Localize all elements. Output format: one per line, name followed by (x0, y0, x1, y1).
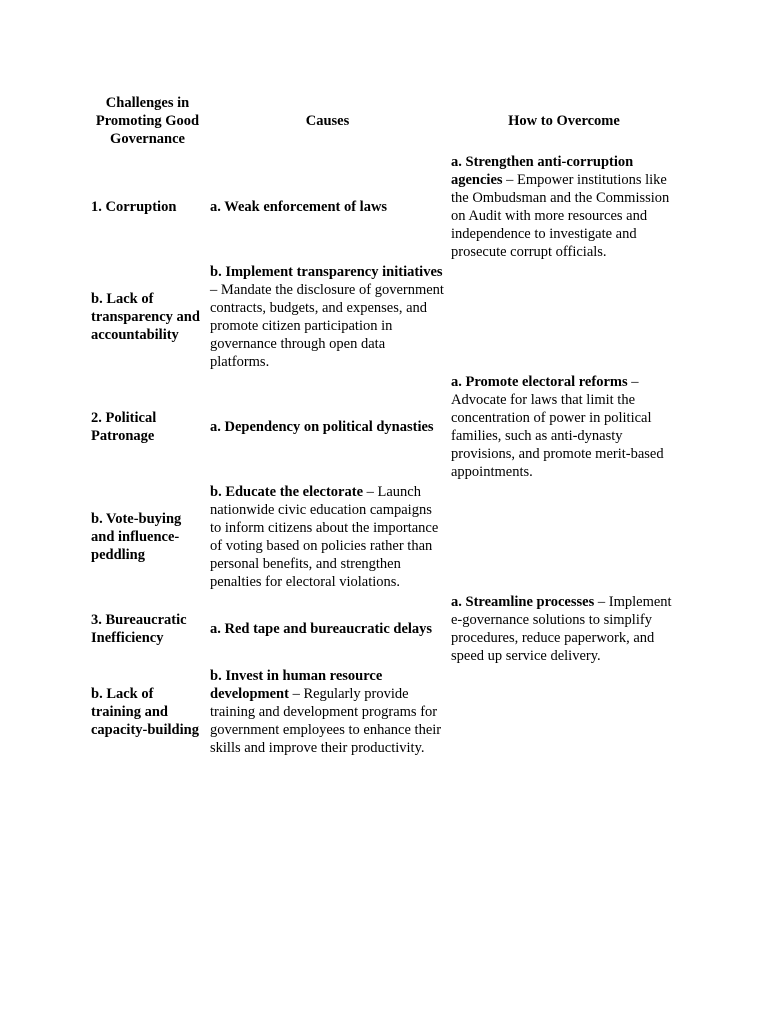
overcome-cell (448, 666, 680, 758)
cause-cell (207, 372, 448, 482)
overcome-text: – Empower institutions like the Ombudsman and the Commission on Audit with more resources and independence to investigate and prosecute corrupt officials. (451, 172, 670, 260)
header-challenges: Challenges in Promoting Good Governance (95, 95, 200, 147)
challenge-cell: b. Vote-buying and influence-peddling (91, 511, 182, 563)
overcome-bold: a. Streamline processes (451, 594, 595, 610)
overcome-cell (448, 262, 680, 372)
cause-text: – Launch nationwide civic education campaigns to inform citizens about the importance of voting based on policies rather than personal benefits, and strengthen penalties for electoral violations. (210, 484, 439, 590)
table-row (88, 262, 680, 372)
table-row (88, 482, 680, 592)
cause-cell (207, 592, 448, 666)
challenge-cell: 3. Bureaucratic Inefficiency (91, 612, 187, 646)
overcome-text: – Advocate for laws that limit the concentration of power in political families, such as anti-dynasty provisions, and promote merit-based appointments. (451, 374, 664, 480)
table-row (88, 592, 680, 666)
cause-bold: b. Educate the electorate (210, 484, 364, 500)
cause-bold: b. Invest in human resource development (210, 668, 383, 702)
table-header-row (88, 93, 680, 152)
cause-text: – Regularly provide training and development programs for government employees to enhance their skills and improve their productivity. (210, 686, 442, 756)
header-causes: Causes (305, 113, 350, 129)
cause-bold: b. Implement transparency initiatives (210, 264, 443, 280)
overcome-cell (448, 592, 680, 666)
cause-bold: a. Dependency on political dynasties (210, 419, 434, 435)
cause-bold: a. Weak enforcement of laws (210, 199, 388, 215)
cause-cell (207, 262, 448, 372)
table-row (88, 152, 680, 262)
overcome-cell (448, 372, 680, 482)
challenge-cell: b. Lack of transparency and accountability (91, 291, 200, 343)
overcome-cell (448, 482, 680, 592)
cause-cell (207, 482, 448, 592)
challenge-cell: 1. Corruption (91, 199, 177, 215)
governance-table (88, 93, 680, 758)
header-how-to-overcome: How to Overcome (508, 113, 620, 129)
cause-cell (207, 666, 448, 758)
challenge-cell: b. Lack of training and capacity-building (91, 686, 199, 738)
cause-text: – Mandate the disclosure of government contracts, budgets, and expenses, and promote citizen participation in governance through open data platforms. (210, 282, 444, 370)
challenge-cell: 2. Political Patronage (91, 410, 157, 444)
overcome-bold: a. Promote electoral reforms (451, 374, 628, 390)
cause-bold: a. Red tape and bureaucratic delays (210, 621, 433, 637)
table-row (88, 666, 680, 758)
overcome-text: – Implement e-governance solutions to simplify procedures, reduce paperwork, and speed up service delivery. (451, 594, 672, 664)
cause-cell (207, 152, 448, 262)
table-row (88, 372, 680, 482)
overcome-cell (448, 152, 680, 262)
overcome-bold: a. Strengthen anti-corruption agencies (451, 154, 634, 188)
